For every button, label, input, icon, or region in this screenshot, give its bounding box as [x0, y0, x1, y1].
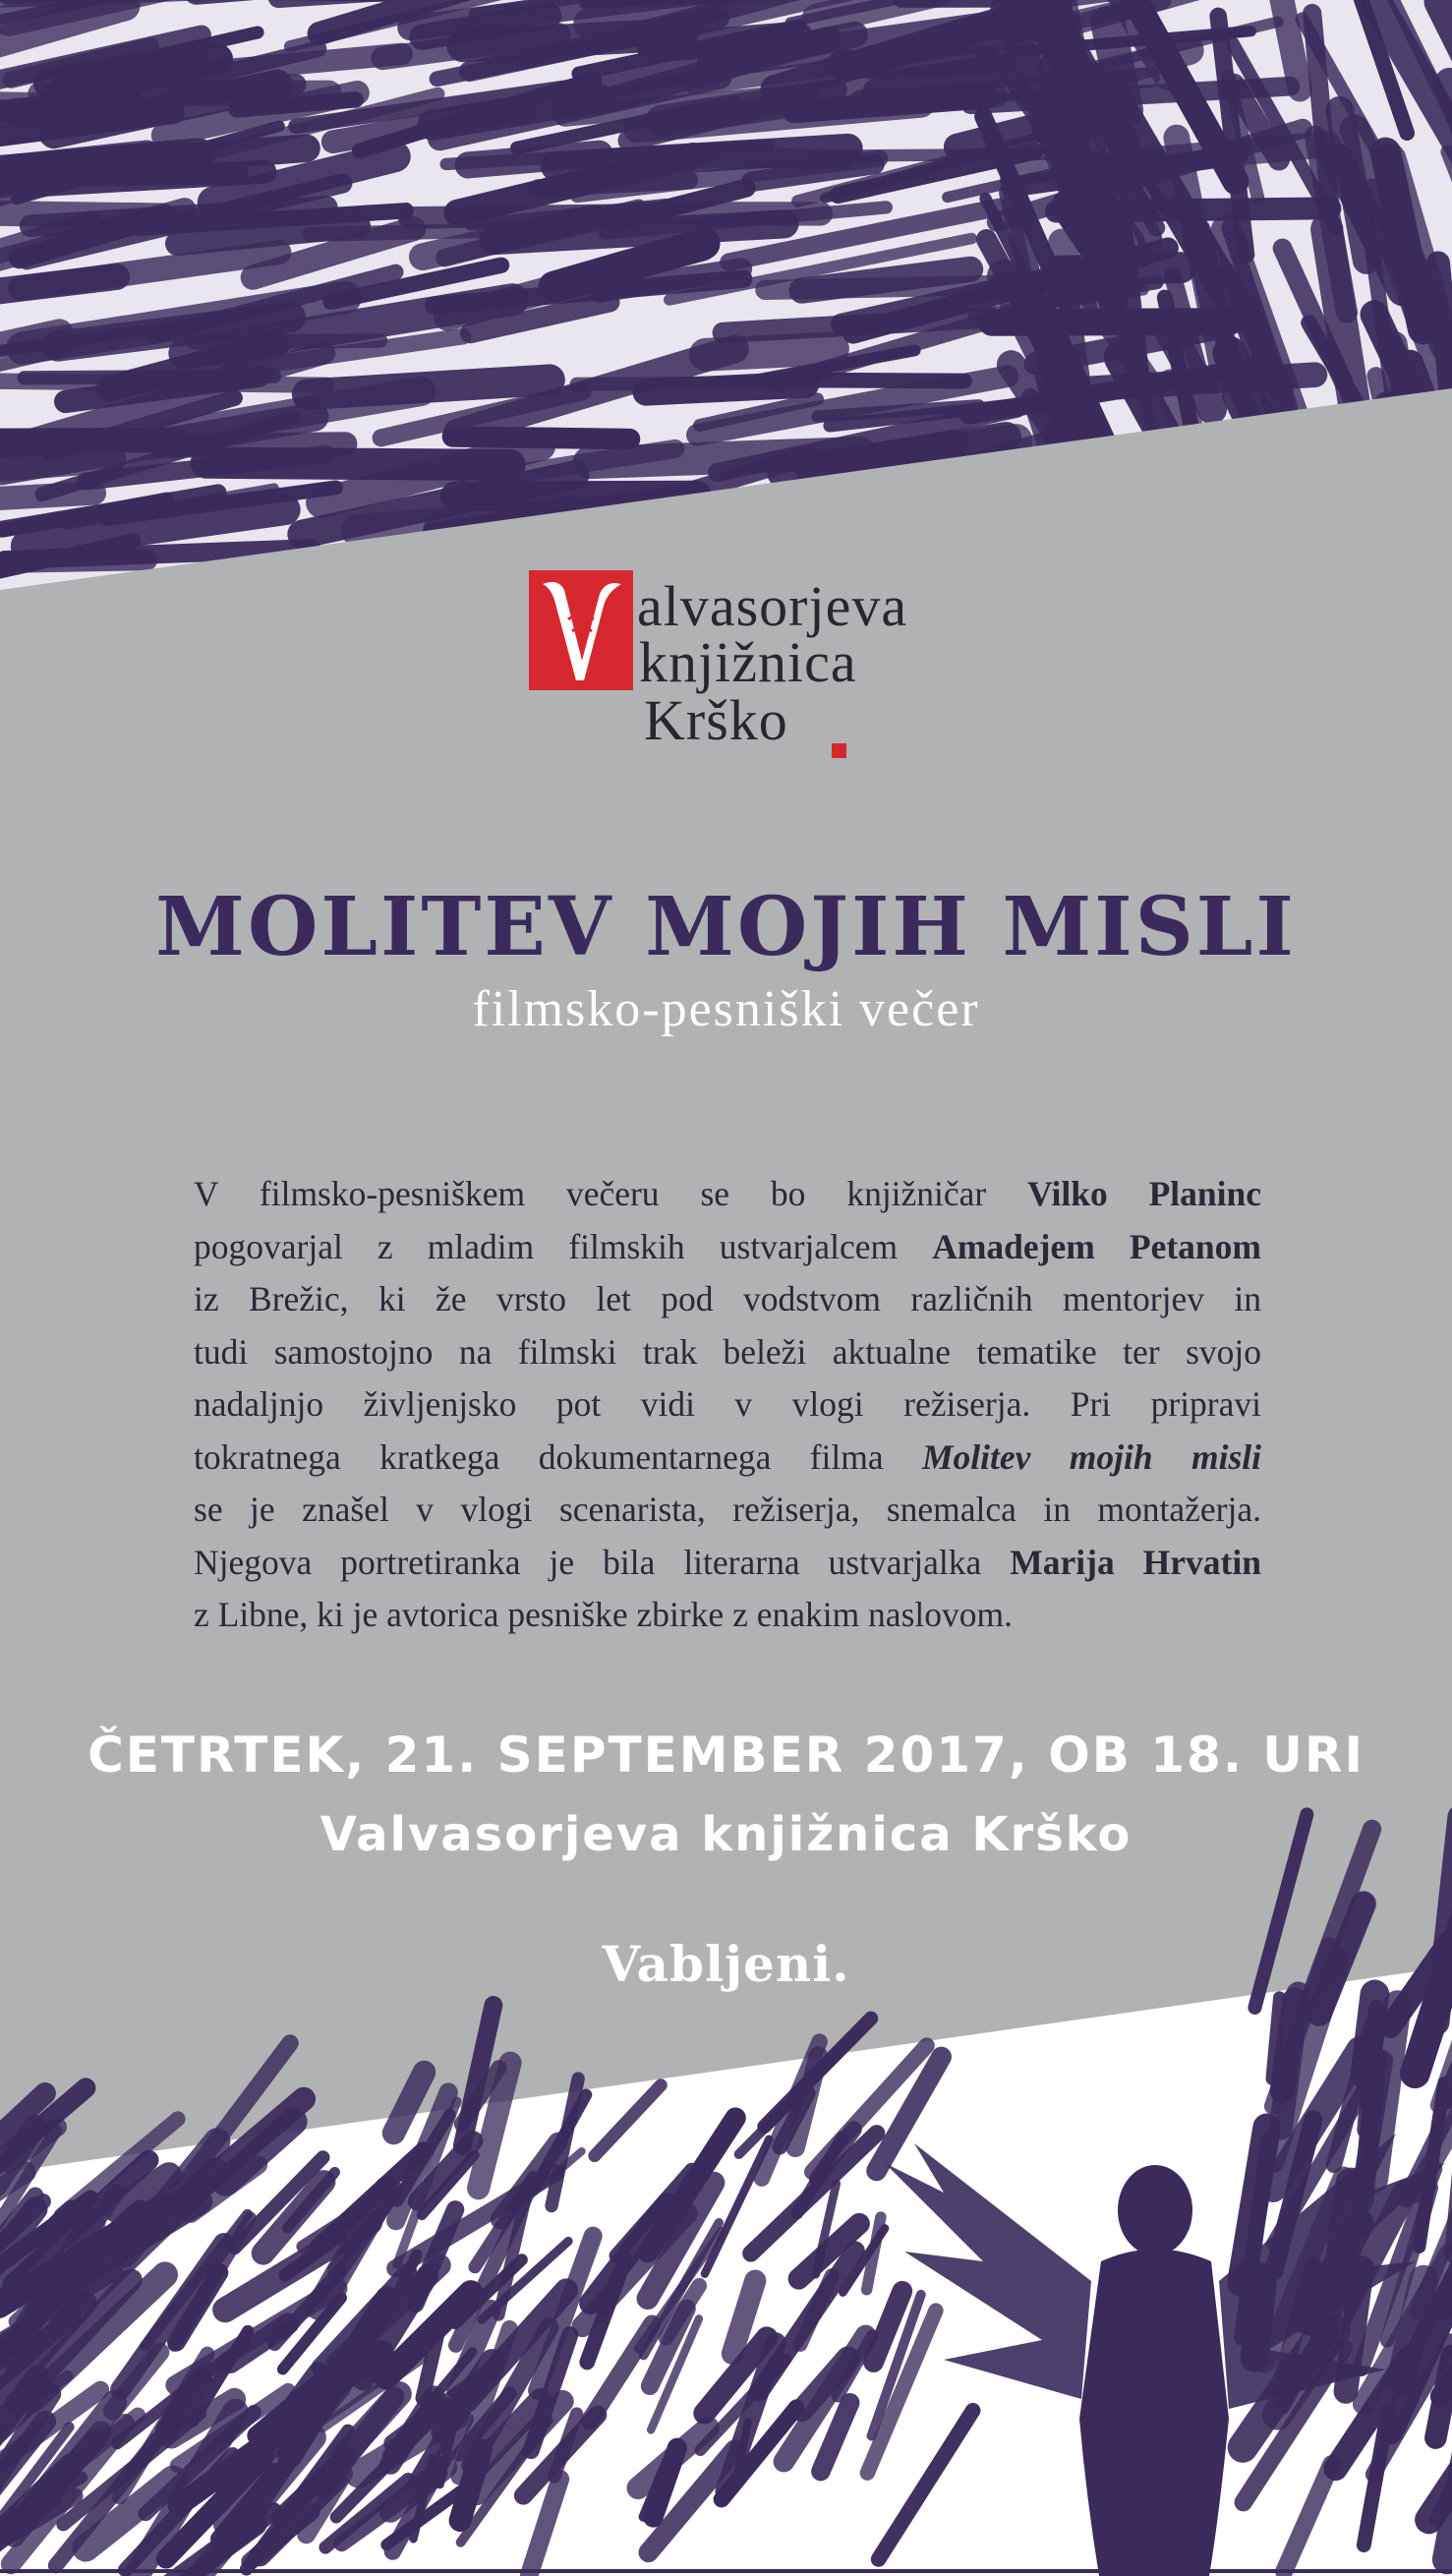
brush-stroke — [308, 380, 550, 394]
illuminated-letter-v-icon — [529, 570, 633, 690]
description-line: Njegova portretiranka je bila literarna ustvarjalka Marija Hrvatin — [194, 1542, 1261, 1582]
brush-stroke — [25, 377, 274, 379]
event-title: MOLITEV MOJIH MISLI — [155, 880, 1297, 974]
brush-stroke — [0, 494, 94, 503]
event-subtitle: filmsko-pesniški večer — [472, 981, 980, 1037]
welcome-text: Vabljeni. — [602, 1935, 850, 1993]
brush-stroke — [194, 340, 380, 342]
brush-stroke — [468, 153, 600, 165]
description-line: pogovarjal z mladim filmskih ustvarjalcem Amadejem Petanom — [194, 1226, 1262, 1266]
logo-red-box — [529, 570, 633, 690]
event-description — [194, 1168, 1261, 1642]
logo-red-dot — [832, 743, 846, 758]
brush-stroke — [1282, 2000, 1295, 2090]
logo-text-line-1: alvasorjeva — [637, 574, 908, 638]
brush-stroke — [879, 2411, 973, 2559]
brush-stroke — [595, 2085, 661, 2156]
description-line: V filmsko-pesniškem večeru se bo knjižničar Vilko Planinc — [194, 1174, 1261, 1213]
brush-stroke — [1284, 2464, 1331, 2571]
description-line: se je znašel v vlogi scenarista, režiserja, snemalca in montažerja. — [194, 1490, 1261, 1529]
description-line: iz Brežic, ki že vrsto let pod vodstvom različnih mentorjev in — [194, 1279, 1261, 1318]
library-logo — [529, 568, 942, 765]
description-line: tudi samostojno na filmski trak beleži aktualne tematike ter svojo — [194, 1331, 1261, 1372]
description-line: nadaljnjo življenjsko pot vidi v vlogi režiserja. Pri pripravi — [194, 1384, 1261, 1424]
brush-stroke — [494, 224, 784, 241]
event-venue: Valvasorjeva knjižnica Krško — [319, 1807, 1133, 1862]
description-line: tokratnega kratkega dokumentarnega filma Molitev mojih misli — [194, 1436, 1261, 1477]
event-date-time: ČETRTEK, 21. SEPTEMBER 2017, OB 18. URI — [87, 1727, 1365, 1784]
logo-text-line-2: knjižnica — [639, 630, 857, 694]
description-line: z Libne, ki je avtorica pesniške zbirke z enakim naslovom. — [194, 1595, 1013, 1634]
logo-text-line-3: Krško — [644, 688, 788, 752]
